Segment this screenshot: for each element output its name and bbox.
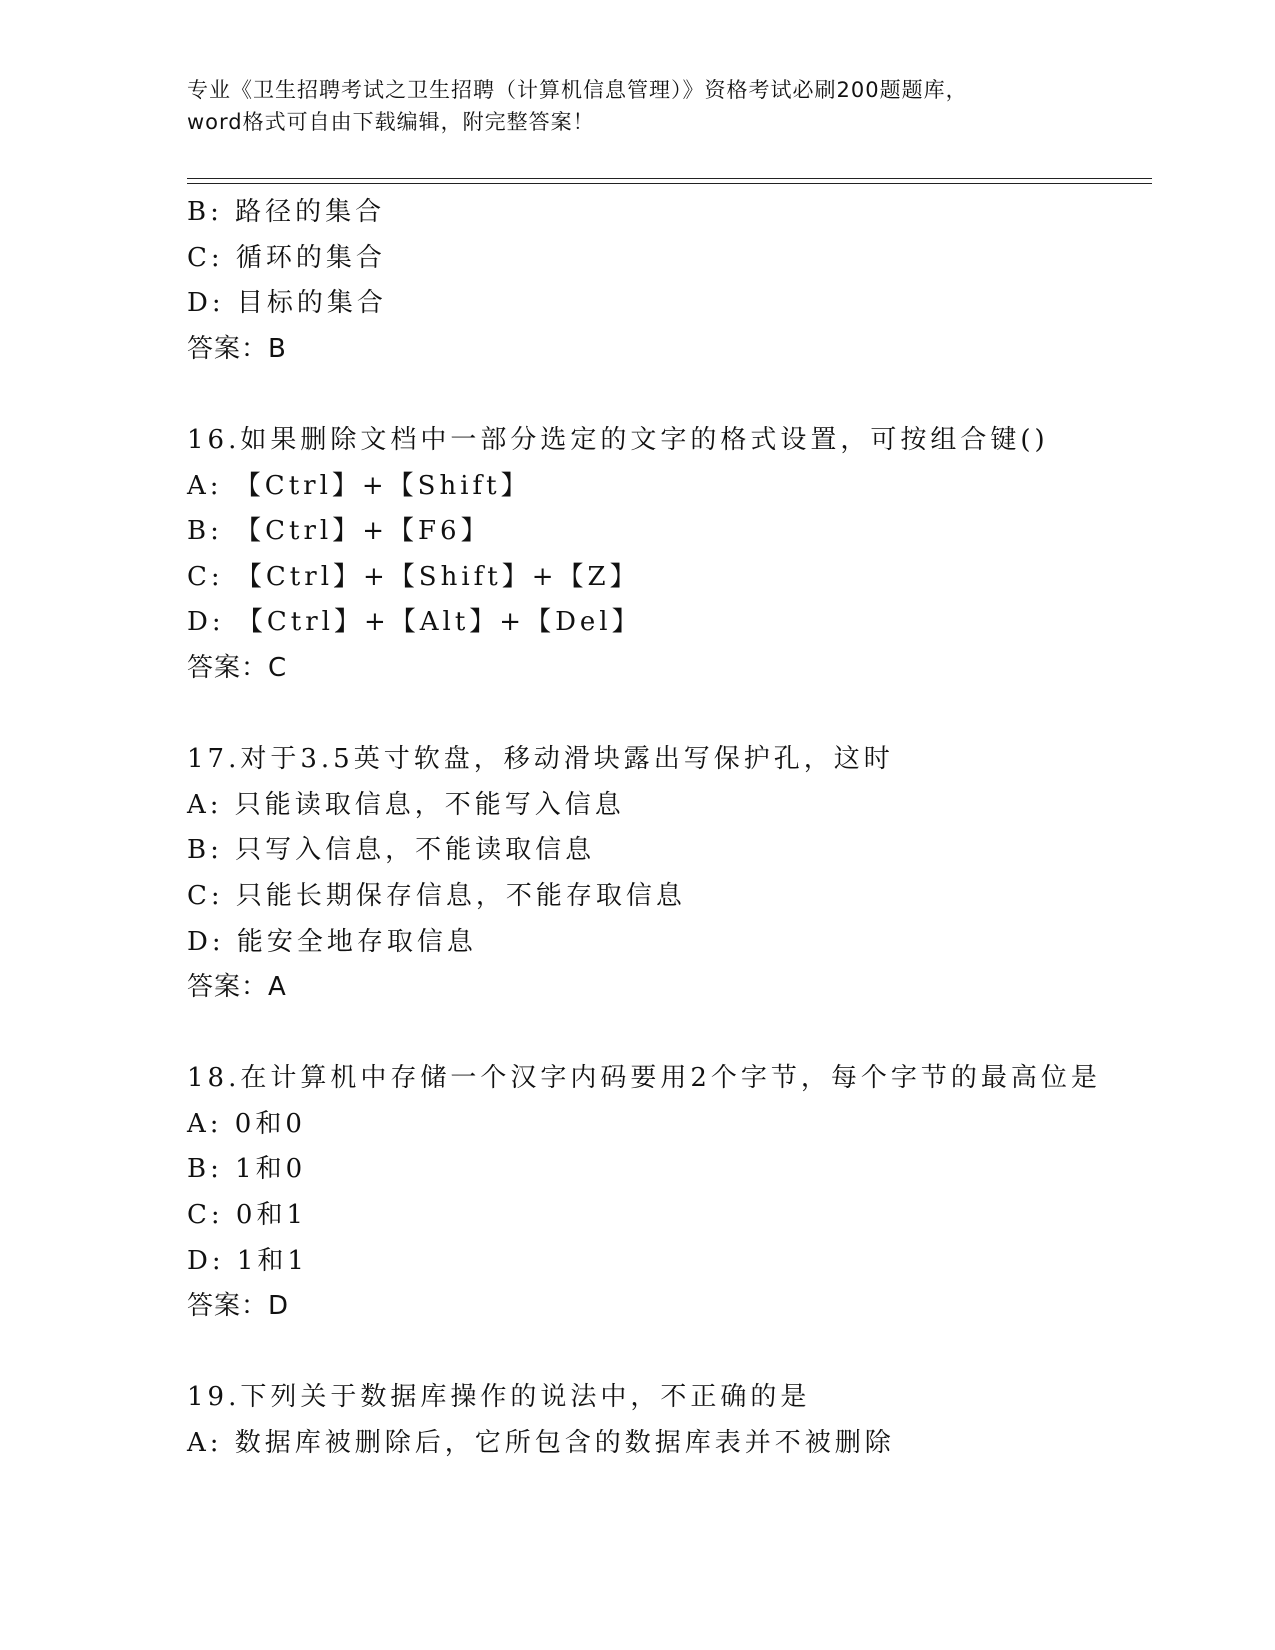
document-header	[187, 74, 1087, 138]
option-c: C: 0和1	[187, 1200, 308, 1231]
header-line-2: word格式可自由下载编辑，附完整答案！	[187, 110, 595, 134]
option-b: B: 只写入信息，不能读取信息	[187, 835, 596, 866]
option-b: B: 路径的集合	[187, 197, 386, 227]
option-d: D: 【Ctrl】+【Alt】+【Del】	[187, 607, 642, 638]
question-text: 19.下列关于数据库操作的说法中，不正确的是	[187, 1382, 811, 1413]
answer-line: 答案：D	[187, 1291, 290, 1322]
spacer	[187, 692, 1147, 738]
question-block-18	[187, 1056, 1147, 1330]
answer-line: 答案：B	[187, 333, 287, 364]
spacer	[187, 372, 1147, 418]
answer-line: 答案：C	[187, 652, 288, 683]
option-b: B: 【Ctrl】+【F6】	[187, 516, 491, 547]
question-list	[187, 190, 1147, 1467]
header-divider-bottom	[187, 183, 1152, 184]
question-text: 17.对于3.5英寸软盘，移动滑块露出写保护孔，这时	[187, 744, 894, 775]
header-line-1: 专业《卫生招聘考试之卫生招聘（计算机信息管理）》资格考试必刷200题题库，	[187, 78, 968, 102]
answer-line: 答案：A	[187, 972, 287, 1003]
spacer	[187, 1011, 1147, 1057]
option-a: A: 数据库被删除后，它所包含的数据库表并不被删除	[187, 1428, 895, 1459]
header-divider-top	[187, 178, 1152, 179]
option-d: D: 1和1	[187, 1245, 308, 1276]
option-d: D: 目标的集合	[187, 288, 387, 319]
option-c: C: 【Ctrl】+【Shift】+【Z】	[187, 561, 640, 592]
spacer	[187, 1330, 1147, 1376]
option-a: A: 只能读取信息，不能写入信息	[187, 789, 625, 820]
question-block-continued	[187, 190, 1147, 372]
option-d: D: 能安全地存取信息	[187, 926, 477, 957]
option-a: A: 0和0	[187, 1108, 306, 1139]
option-c: C: 只能长期保存信息，不能存取信息	[187, 880, 686, 911]
option-b: B: 1和0	[187, 1154, 307, 1185]
question-text: 16.如果删除文档中一部分选定的文字的格式设置，可按组合键()	[187, 424, 1049, 455]
question-block-16	[187, 418, 1147, 692]
option-a: A: 【Ctrl】+【Shift】	[187, 470, 531, 501]
question-block-19	[187, 1375, 1147, 1466]
question-block-17	[187, 737, 1147, 1011]
option-c: C: 循环的集合	[187, 242, 386, 273]
question-text: 18.在计算机中存储一个汉字内码要用2个字节，每个字节的最高位是	[187, 1063, 1101, 1094]
